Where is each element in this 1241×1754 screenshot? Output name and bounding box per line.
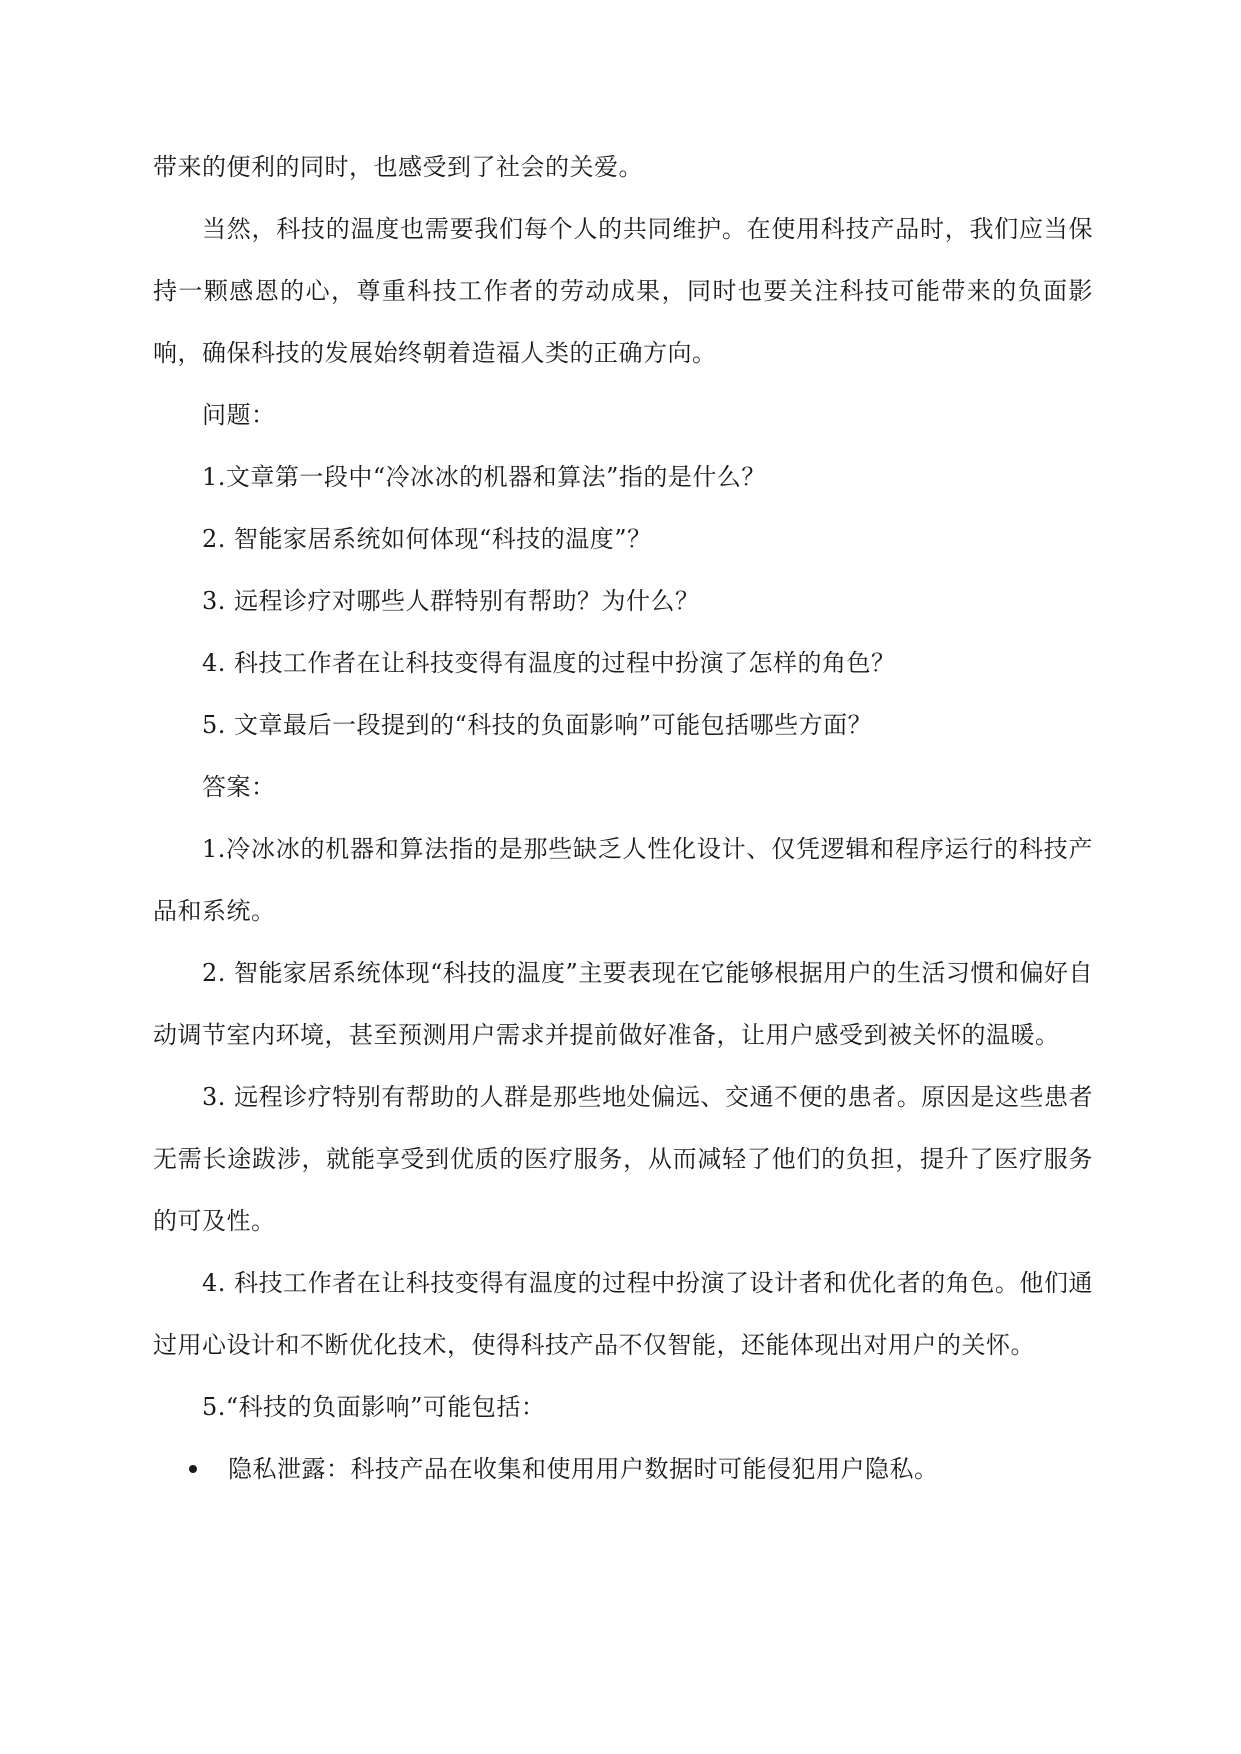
answer-1: 1.冷冰冰的机器和算法指的是那些缺乏人性化设计、仅凭逻辑和程序运行的科技产品和系统。	[153, 835, 1093, 925]
bullet-icon	[189, 1465, 197, 1473]
answer-4: 4. 科技工作者在让科技变得有温度的过程中扮演了设计者和优化者的角色。他们通过用心设计和不断优化技术，使得科技产品不仅智能，还能体现出对用户的关怀。	[153, 1269, 1093, 1359]
document-body	[153, 136, 1093, 1500]
question-3: 3. 远程诊疗对哪些人群特别有帮助？为什么？	[202, 587, 700, 615]
answers-heading: 答案：	[202, 773, 276, 801]
questions-heading: 问题：	[202, 401, 276, 429]
question-2: 2. 智能家居系统如何体现“科技的温度”？	[202, 525, 652, 553]
bullet-text: 隐私泄露：科技产品在收集和使用用户数据时可能侵犯用户隐私。	[228, 1455, 939, 1483]
question-4: 4. 科技工作者在让科技变得有温度的过程中扮演了怎样的角色？	[202, 649, 896, 677]
answer-3: 3. 远程诊疗特别有帮助的人群是那些地处偏远、交通不便的患者。原因是这些患者无需长途跋涉，就能享受到优质的医疗服务，从而减轻了他们的负担，提升了医疗服务的可及性。	[153, 1083, 1093, 1235]
paragraph-tech-warmth: 当然，科技的温度也需要我们每个人的共同维护。在使用科技产品时，我们应当保持一颗感恩的心，尊重科技工作者的劳动成果，同时也要关注科技可能带来的负面影响，确保科技的发展始终朝着造福人类的正确方向。	[153, 215, 1093, 367]
question-5: 5. 文章最后一段提到的“科技的负面影响”可能包括哪些方面？	[202, 711, 873, 739]
paragraph-continuation: 带来的便利的同时，也感受到了社会的关爱。	[153, 153, 643, 181]
question-1: 1.文章第一段中“冷冰冰的机器和算法”指的是什么？	[202, 463, 766, 491]
answer-5: 5.“科技的负面影响”可能包括：	[202, 1393, 546, 1421]
list-item	[153, 1438, 1093, 1500]
answer-2: 2. 智能家居系统体现“科技的温度”主要表现在它能够根据用户的生活习惯和偏好自动调节室内环境，甚至预测用户需求并提前做好准备，让用户感受到被关怀的温暖。	[153, 959, 1093, 1049]
